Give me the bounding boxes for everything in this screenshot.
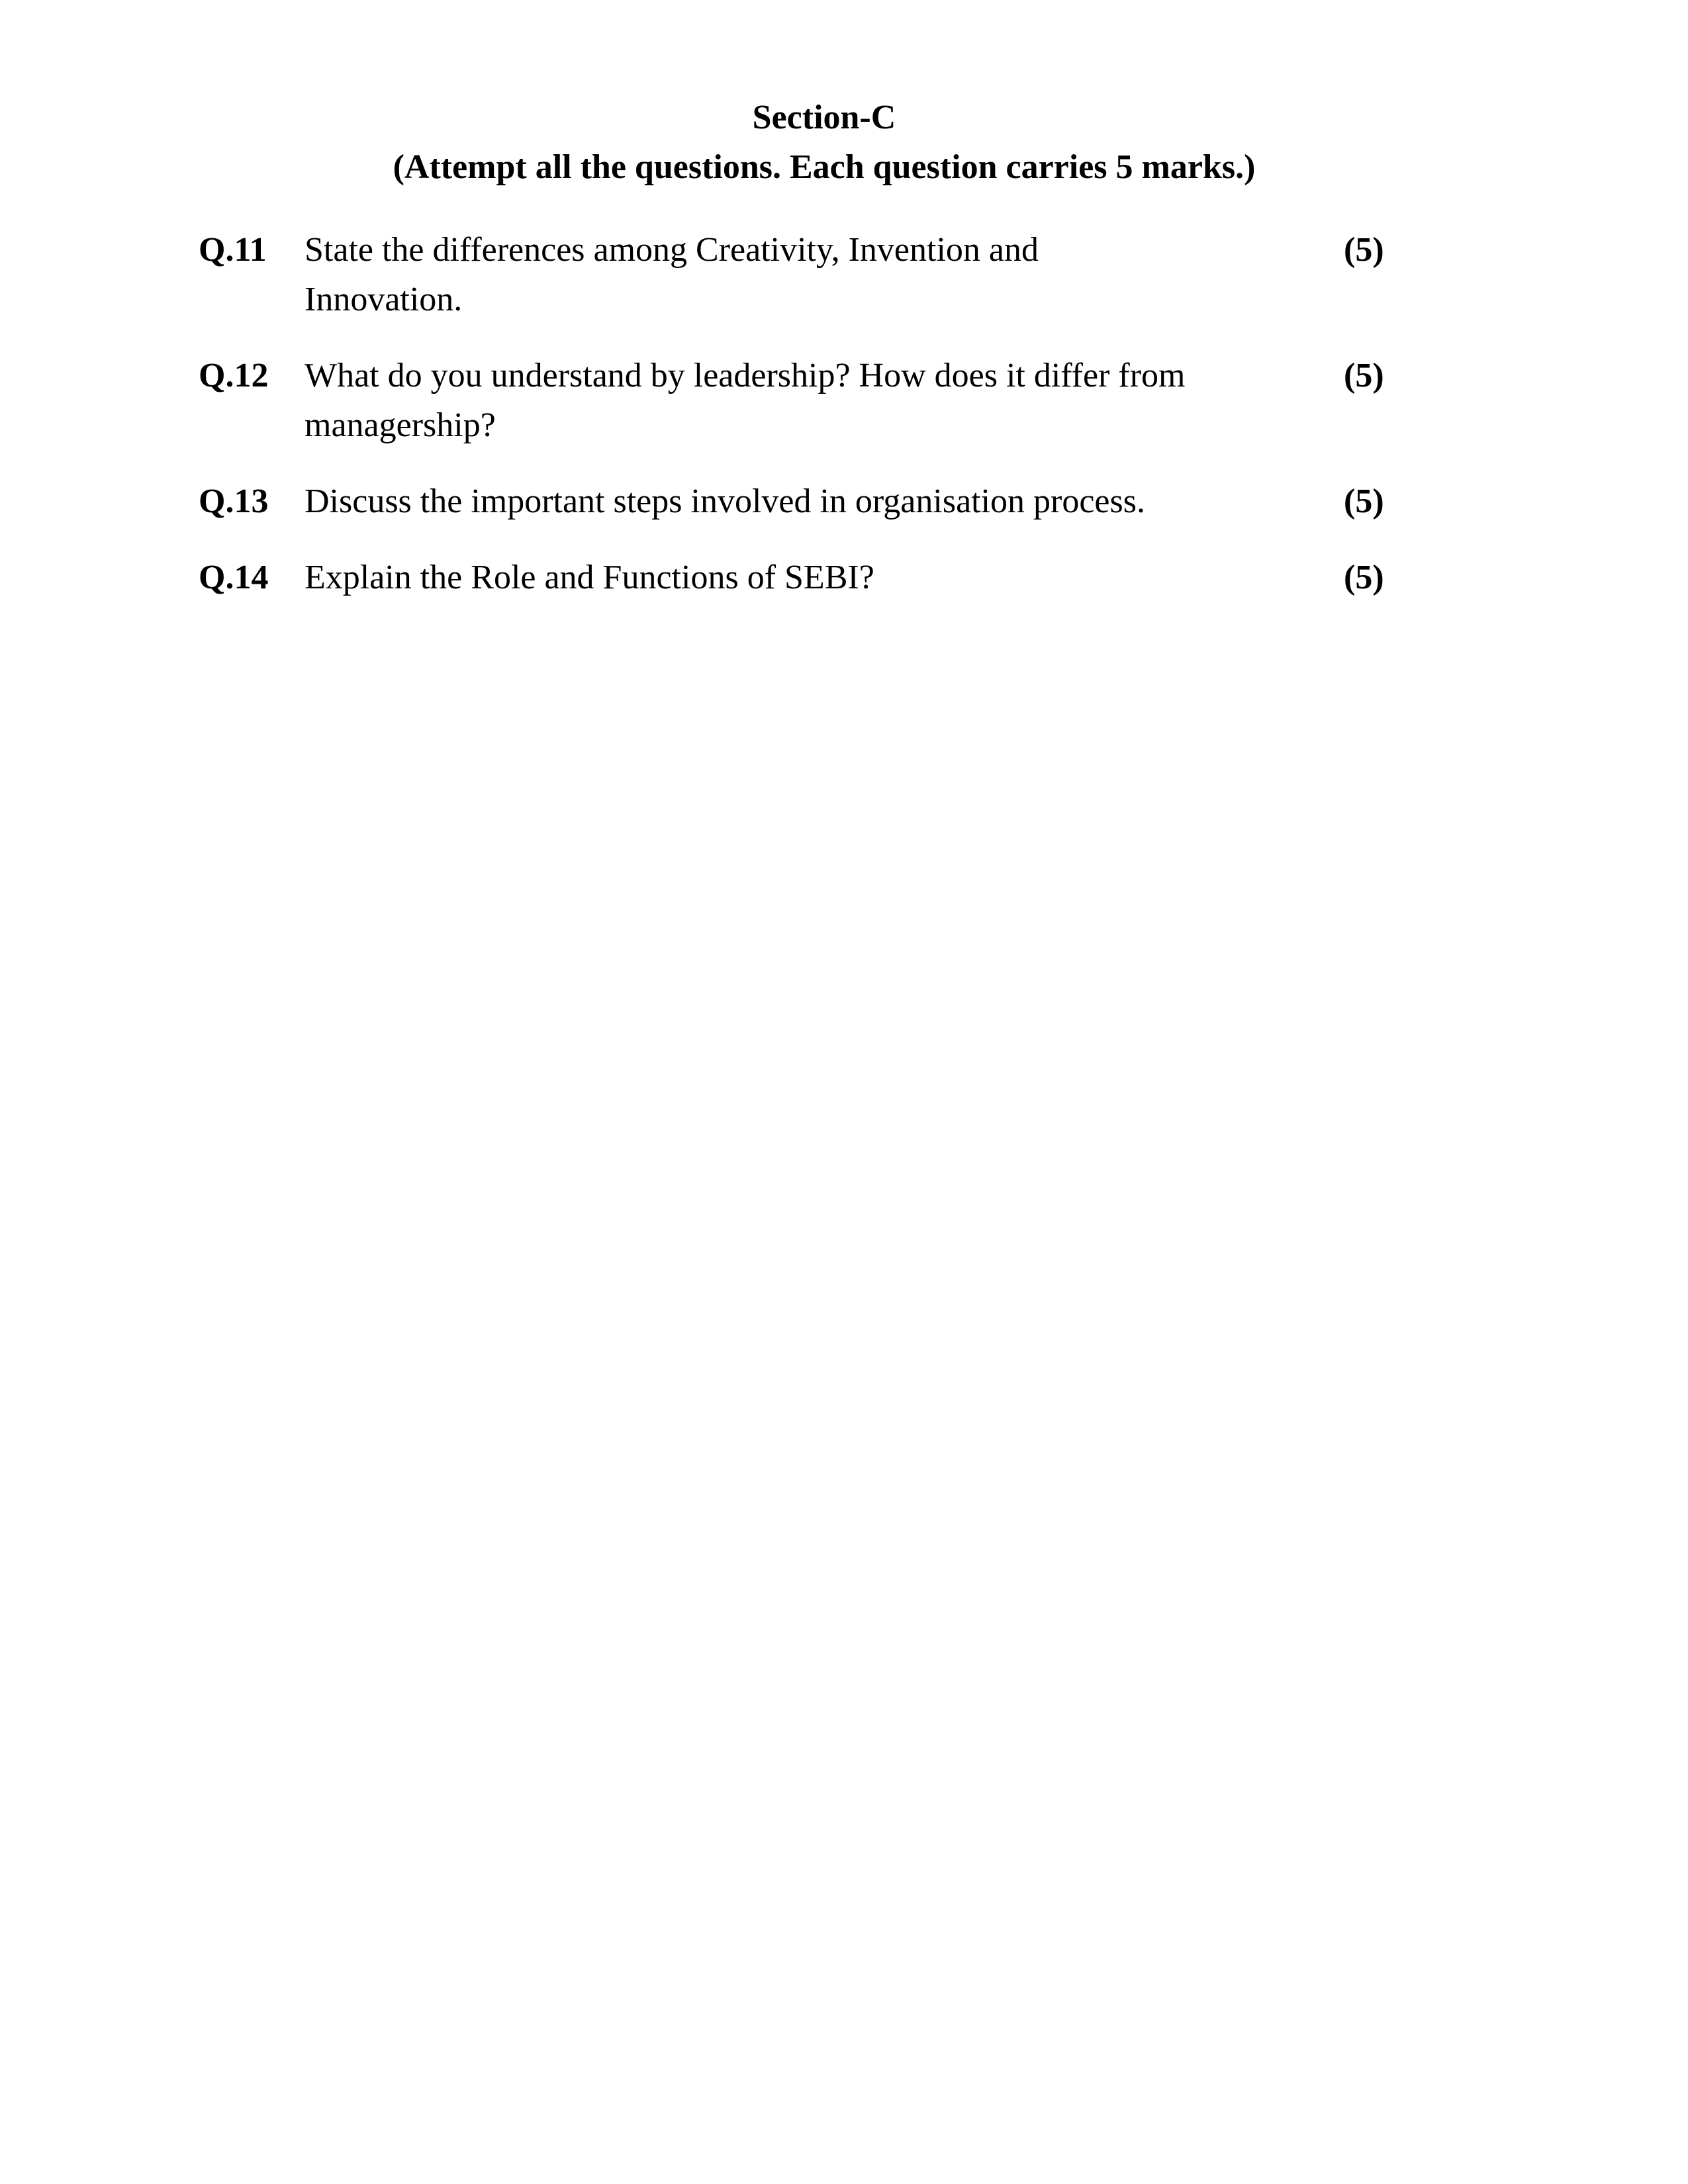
- question-text-line: Discuss the important steps involved in organisation process.: [305, 482, 1145, 520]
- question-text-line: Explain the Role and Functions of SEBI?: [305, 559, 874, 596]
- question-marks: (5): [1344, 559, 1384, 596]
- section-title: Section-C: [752, 99, 896, 136]
- question-marks: (5): [1344, 357, 1384, 394]
- question-list: [199, 225, 1390, 629]
- section-header: [305, 93, 1344, 192]
- question-text: [305, 351, 1344, 450]
- question-text: [305, 477, 1344, 526]
- question-number: Q.11: [199, 231, 267, 269]
- question-number: Q.14: [199, 559, 269, 596]
- question-text-line: managership?: [305, 406, 496, 444]
- question-text-line: Innovation.: [305, 281, 463, 318]
- question-row: [199, 351, 1390, 450]
- question-row: [199, 225, 1390, 324]
- question-text-line: What do you understand by leadership? How does it differ from: [305, 357, 1186, 394]
- question-number: Q.12: [199, 357, 269, 394]
- question-number: Q.13: [199, 482, 269, 520]
- question-marks: (5): [1344, 482, 1384, 520]
- question-row: [199, 553, 1390, 602]
- question-text-line: State the differences among Creativity, Invention and: [305, 231, 1039, 269]
- section-instruction: (Attempt all the questions. Each question carries 5 marks.): [393, 148, 1256, 186]
- question-text: [305, 553, 1344, 602]
- question-marks: (5): [1344, 231, 1384, 269]
- question-row: [199, 477, 1390, 526]
- question-text: [305, 225, 1344, 324]
